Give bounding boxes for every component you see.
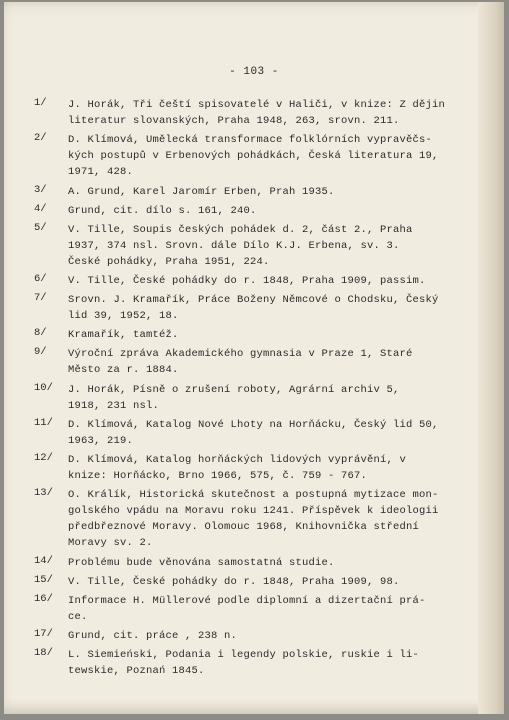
footnote-text-line: Grund, cit. dílo s. 161, 240.: [68, 204, 257, 217]
footnote-number: 4/: [34, 202, 47, 215]
footnote-number: 11/: [34, 416, 53, 429]
footnote-text-line: O. Králík, Historická skutečnost a postupná mytizace mon-: [68, 489, 439, 502]
footnote-text-line: J. Horák, Písně o zrušení roboty, Agrární archiv 5,: [68, 383, 400, 396]
footnote-text-line: Problému bude věnována samostatná studie.: [68, 556, 335, 569]
footnote-number: 18/: [34, 647, 53, 660]
footnote-text: [68, 97, 468, 129]
footnote-text: [68, 327, 468, 343]
book-page: [4, 2, 504, 714]
footnote-text-line: 1971, 428.: [68, 166, 134, 179]
footnote-text: [68, 184, 468, 200]
footnote-number: 14/: [34, 554, 53, 567]
footnote-text: [68, 417, 468, 449]
footnote-text-line: lid 39, 1952, 18.: [68, 310, 179, 323]
footnote-number: 10/: [34, 381, 53, 394]
footnote-text: [68, 273, 468, 289]
footnote-text-line: České pohádky, Praha 1951, 224.: [68, 255, 270, 268]
footnote-number: 2/: [34, 132, 47, 145]
footnote-text: [68, 628, 468, 644]
footnote-text-line: tewskie, Poznań 1845.: [68, 665, 205, 678]
footnote-text-line: 1937, 374 nsl. Srovn. dále Dílo K.J. Erbena, sv. 3.: [68, 239, 400, 252]
footnote-text-line: V. Tille, Soupis českých pohádek d. 2, část 2., Praha: [68, 223, 413, 236]
footnote-text-line: D. Klímová, Katalog Nové Lhoty na Horňácku, Český lid 50,: [68, 418, 439, 431]
footnote-number: 8/: [34, 327, 47, 340]
footnote-text-line: knize: Horňácko, Brno 1966, 575, č. 759 - 767.: [68, 470, 368, 482]
footnote-text: [68, 132, 468, 180]
footnote-number: 16/: [34, 592, 53, 605]
footnote-text-line: D. Klímová, Umělecká transformace folklórních vypravěčs-: [68, 134, 433, 147]
footnote-text-line: Moravy sv. 2.: [68, 537, 153, 550]
footnote-number: 1/: [34, 97, 47, 109]
footnote-text: [68, 346, 468, 378]
footnote-number: 12/: [34, 452, 53, 464]
footnote-text: [68, 452, 468, 484]
footnote-text-line: V. Tille, České pohádky do r. 1848, Praha 1909, 98.: [68, 575, 400, 588]
footnote-text: [68, 487, 468, 551]
footnote-text: [68, 555, 468, 571]
footnote-text-line: Kramařík, tamtéž.: [68, 329, 179, 342]
footnote-text: [68, 647, 468, 679]
footnote-number: 9/: [34, 346, 47, 359]
footnote-text-line: 1918, 231 nsl.: [68, 399, 160, 412]
footnote-text-line: Grund, cit. práce , 238 n.: [68, 630, 238, 642]
footnote-text-line: literatur slovanských, Praha 1948, 263, srovn. 211.: [68, 115, 400, 127]
footnote-text: [68, 382, 468, 414]
footnote-text-line: Město za r. 1884.: [68, 364, 179, 377]
page-gutter-shadow: [478, 2, 504, 714]
footnote-text-line: J. Horák, Tři čeští spisovatelé v Haliči, v knize: Z dějin: [68, 99, 446, 111]
footnote-text-line: V. Tille, České pohádky do r. 1848, Praha 1909, passim.: [68, 275, 426, 287]
footnote-number: 6/: [34, 273, 47, 285]
footnote-text-line: předbřeznové Moravy. Olomouc 1968, Knihovnička střední: [68, 521, 420, 534]
footnote-text-line: D. Klímová, Katalog horňáckých lidových vyprávění, v: [68, 454, 407, 466]
footnote-text-line: L. Siemieński, Podania i legendy polskie, ruskie i li-: [68, 649, 420, 662]
footnote-text: [68, 203, 468, 219]
footnote-number: 3/: [34, 183, 47, 196]
footnote-text-line: 1963, 219.: [68, 434, 134, 447]
footnote-text-line: kých postupů v Erbenových pohádkách, Česká literatura 19,: [68, 150, 439, 163]
footnote-text-line: golského vpádu na Moravu roku 1241. Příspěvek k ideologii: [68, 505, 439, 518]
footnote-number: 17/: [34, 628, 53, 640]
footnote-text: [68, 574, 468, 590]
footnote-text-line: Srovn. J. Kramařík, Práce Boženy Němcové o Chodsku, Český: [68, 294, 439, 307]
footnote-text-line: ce.: [68, 610, 88, 623]
footnote-number: 13/: [34, 487, 53, 500]
footnote-text: [68, 292, 468, 324]
footnote-number: 5/: [34, 221, 47, 234]
footnote-text-line: Výroční zpráva Akademického gymnasia v Praze 1, Staré: [68, 348, 413, 361]
footnote-text: [68, 593, 468, 625]
footnote-number: 7/: [34, 292, 47, 305]
footnote-text: [68, 222, 468, 270]
footnote-text-line: Informace H. Müllerové podle diplomní a dizertační prá-: [68, 594, 426, 607]
footnote-text-line: A. Grund, Karel Jaromír Erben, Prah 1935.: [68, 185, 335, 198]
page-number: - 103 -: [229, 66, 279, 78]
footnote-number: 15/: [34, 573, 53, 586]
